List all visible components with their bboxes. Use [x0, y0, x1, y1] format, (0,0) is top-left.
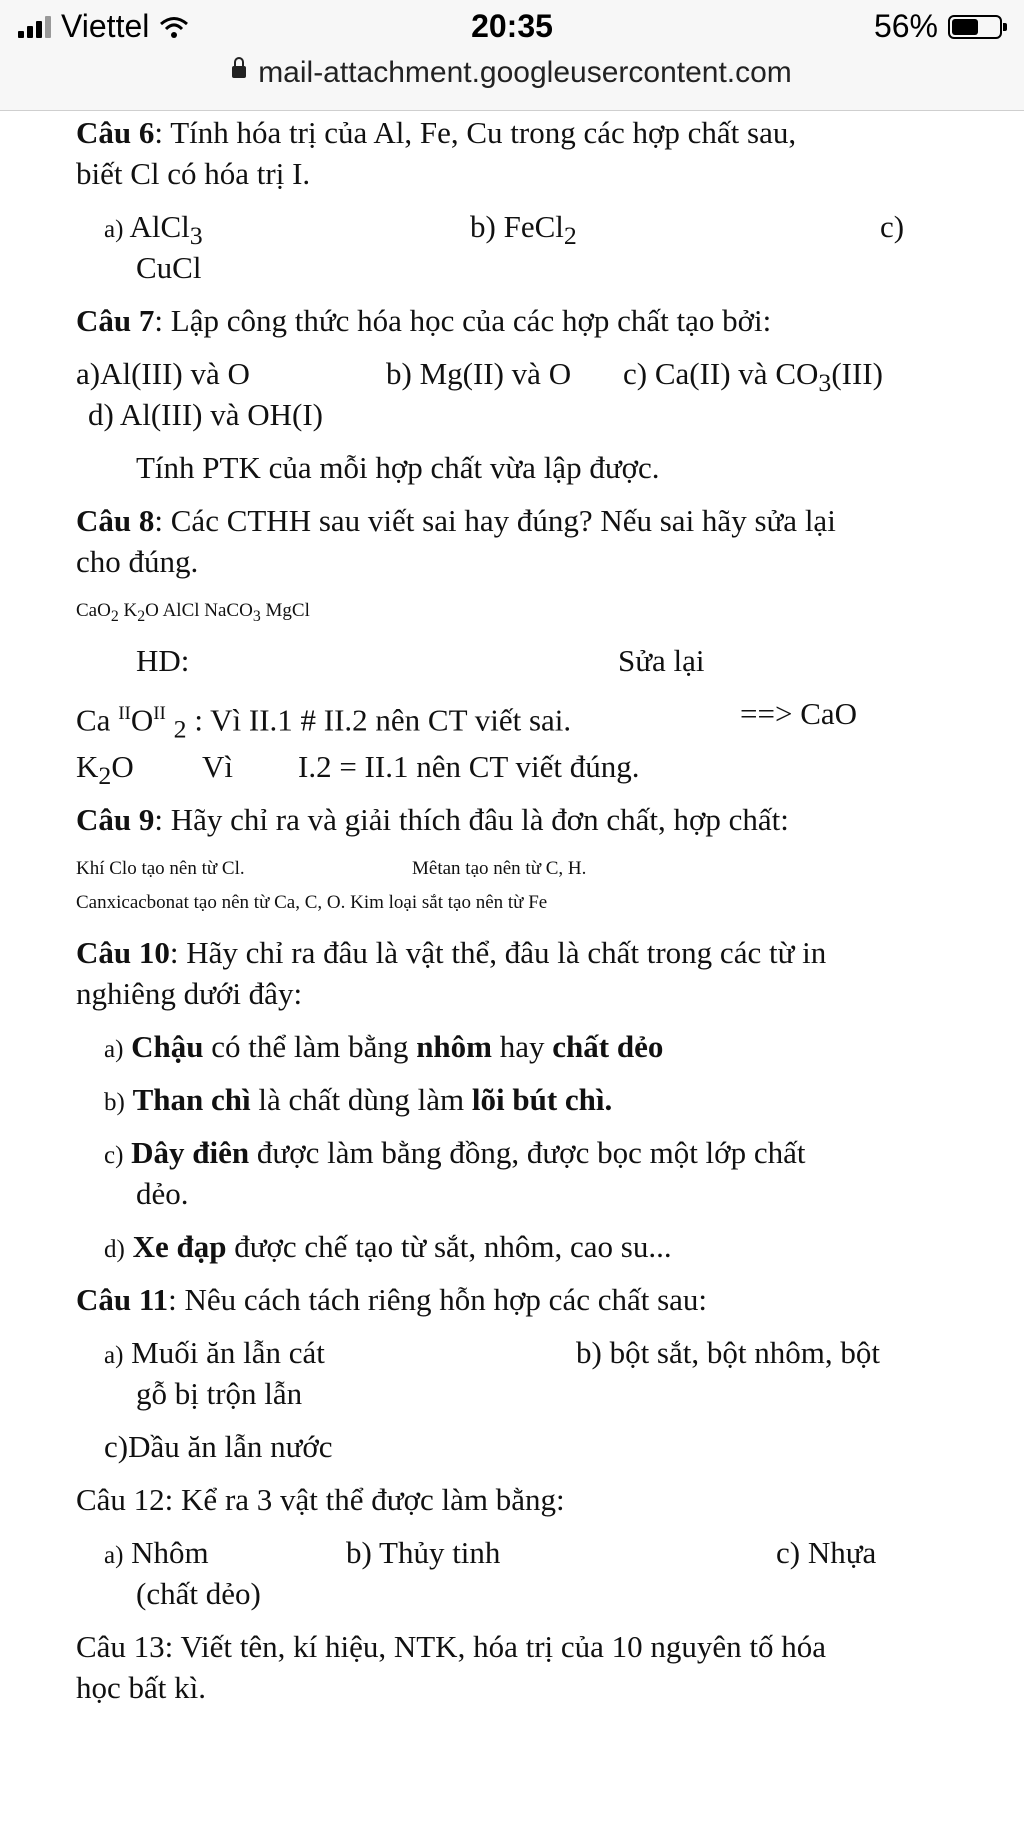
q8-text: : Các CTHH sau viết sai hay đúng? Nếu sai hãy sửa lại	[154, 503, 836, 538]
q9-s2: Mêtan tạo nên từ C, H.	[412, 858, 587, 879]
q11-line	[76, 1279, 956, 1320]
q8-f2-sub: 2	[137, 607, 146, 625]
document-content	[76, 112, 956, 1708]
q12-a-cont	[76, 1573, 956, 1614]
q10-a4: hay	[492, 1029, 553, 1064]
q6-c-text: CuCl	[136, 250, 202, 285]
q12-text: Câu 12: Kể ra 3 vật thể được làm bằng:	[76, 1482, 565, 1517]
lock-icon	[232, 66, 246, 78]
q6-line2	[76, 153, 956, 194]
q8-line2	[76, 541, 956, 582]
q12-line	[76, 1479, 956, 1520]
q10-b1: Than chì	[132, 1082, 251, 1117]
q8-r2-d: I.2 = II.1 nên CT viết đúng.	[298, 749, 640, 784]
url-text: mail-attachment.googleusercontent.com	[258, 56, 792, 89]
q8-f4: MgCl	[260, 600, 310, 621]
q10-a1: Chậu	[131, 1029, 204, 1064]
q11-b2: gỗ bị trộn lẫn	[136, 1376, 303, 1411]
q7-d-text: d) Al(III) và OH(I)	[88, 397, 323, 432]
q7-label: Câu 7	[76, 303, 155, 338]
battery-percent: 56%	[873, 8, 938, 44]
q10-text: : Hãy chỉ ra đâu là vật thể, đâu là chất trong các từ in	[169, 935, 827, 970]
q12-opts	[76, 1532, 956, 1573]
q8-f2: K	[118, 600, 138, 621]
q8-line	[76, 500, 956, 541]
q10-c	[76, 1132, 956, 1173]
q8-r2-a: K	[76, 749, 99, 784]
q11-ab	[76, 1332, 956, 1373]
q8-r1-sub: 2	[173, 714, 187, 744]
q8-hd-text: HD:	[136, 643, 190, 678]
q13-line2	[76, 1667, 956, 1708]
q10-d	[76, 1226, 956, 1267]
q10-b	[76, 1079, 956, 1120]
q7-options	[76, 353, 956, 398]
q10-c1: Dây điên	[131, 1135, 250, 1170]
q7-c-sub: 3	[818, 368, 832, 398]
q11-c	[76, 1426, 956, 1467]
q8-f3: O AlCl NaCO	[145, 600, 253, 621]
q11-a: Muối ăn lẫn cát	[131, 1335, 325, 1370]
q6-a: AlCl	[129, 209, 190, 244]
q10-c2: được làm bằng đồng, được bọc một lớp chất	[249, 1135, 806, 1170]
q8-formulas	[76, 594, 956, 628]
q6-b: FeCl	[503, 209, 564, 244]
q10-a5: chất dẻo	[552, 1029, 664, 1064]
q7-extra-text: Tính PTK của mỗi hợp chất vừa lập được.	[136, 450, 660, 485]
q9-s3-text: Canxicacbonat tạo nên từ Ca, C, O. Kim loại sắt tạo nên từ Fe	[76, 892, 548, 913]
q11-a-opt: a)	[104, 1342, 124, 1369]
q6-opt-c: c)	[880, 209, 905, 244]
q7-extra	[76, 447, 956, 488]
q6-b-sub: 2	[563, 221, 577, 251]
q8-r1-sup2: II	[153, 703, 166, 724]
q10-b-opt: b)	[104, 1089, 125, 1116]
q7-b: b) Mg(II) và O	[386, 356, 572, 391]
q8-r1-sup1: II	[118, 703, 131, 724]
q8-label: Câu 8	[76, 503, 155, 538]
q9-label: Câu 9	[76, 802, 155, 837]
q6-text: : Tính hóa trị của Al, Fe, Cu trong các hợp chất sau,	[154, 115, 797, 150]
q8-row2	[76, 746, 956, 791]
q8-r1-c: : Vì II.1 # II.2 nên CT viết sai.	[186, 702, 572, 738]
q9-s1-text: Khí Clo tạo nên từ Cl.	[76, 858, 245, 879]
battery-icon	[948, 15, 1002, 39]
clock: 20:35	[471, 8, 553, 44]
q11-b-cont	[76, 1373, 956, 1414]
q13-text2: học bất kì.	[76, 1670, 206, 1705]
q10-text2: nghiêng dưới đây:	[76, 976, 303, 1011]
q6-label: Câu 6	[76, 115, 155, 150]
q6-opt-a: a)	[104, 216, 124, 243]
q9-s1	[76, 852, 956, 886]
q10-d1: Xe đạp	[132, 1229, 227, 1264]
q6-text2: biết Cl có hóa trị I.	[76, 156, 311, 191]
q7-a: a)Al(III) và O	[76, 356, 250, 391]
q10-line2	[76, 973, 956, 1014]
q8-r2-sub: 2	[98, 761, 112, 791]
q8-f3-sub: 3	[252, 607, 261, 625]
q12-a-opt: a)	[104, 1542, 124, 1569]
q7-line	[76, 300, 956, 341]
q8-r1-d: ==> CaO	[740, 696, 858, 731]
q10-b2: là chất dùng làm	[250, 1082, 472, 1117]
q10-d-opt: d)	[104, 1236, 125, 1263]
q10-b3: lõi bút chì.	[471, 1082, 613, 1117]
q12-a: Nhôm	[131, 1535, 209, 1570]
q8-f1: CaO	[76, 600, 111, 621]
q10-line	[76, 932, 956, 973]
q10-d2: được chế tạo từ sắt, nhôm, cao su...	[226, 1229, 672, 1264]
q10-a2: có thể làm bằng	[203, 1029, 417, 1064]
q9-s3	[76, 886, 956, 920]
q9-text: : Hãy chỉ ra và giải thích đâu là đơn chất, hợp chất:	[154, 802, 789, 837]
q12-a2: (chất dẻo)	[136, 1576, 261, 1611]
q6-line	[76, 112, 956, 153]
q11-b: b) bột sắt, bột nhôm, bột	[576, 1335, 880, 1370]
address-bar[interactable]	[0, 56, 1024, 90]
q10-label: Câu 10	[76, 935, 170, 970]
q8-text2: cho đúng.	[76, 544, 199, 579]
q6-options	[76, 206, 956, 251]
q12-b: b) Thủy tinh	[346, 1535, 501, 1570]
status-bar	[0, 0, 1024, 111]
q8-row1	[76, 693, 956, 744]
q8-r2-b: O	[111, 749, 134, 784]
q6-opt-b: b)	[470, 209, 496, 244]
q11-text: : Nêu cách tách riêng hỗn hợp các chất sau:	[168, 1282, 708, 1317]
q6-c	[76, 247, 956, 288]
q11-label: Câu 11	[76, 1282, 169, 1317]
q7-c2: (III)	[831, 356, 883, 391]
battery	[874, 8, 1002, 45]
q8-hd	[76, 640, 956, 681]
q7-d	[76, 394, 956, 435]
q8-r1-b: O	[130, 702, 154, 738]
q8-fix: Sửa lại	[618, 643, 705, 678]
q7-text: : Lập công thức hóa học của các hợp chất tạo bởi:	[154, 303, 772, 338]
q8-f1-sub: 2	[110, 607, 119, 625]
q13-text: Câu 13: Viết tên, kí hiệu, NTK, hóa trị của 10 nguyên tố hóa	[76, 1629, 827, 1664]
q13-line	[76, 1626, 956, 1667]
q11-c-text: c)Dầu ăn lẫn nước	[104, 1429, 333, 1464]
q10-a3: nhôm	[416, 1029, 492, 1064]
q10-c-cont	[76, 1173, 956, 1214]
q10-a	[76, 1026, 956, 1067]
q10-a-opt: a)	[104, 1036, 124, 1063]
q7-c: c) Ca(II) và CO	[623, 356, 819, 391]
q9-line	[76, 799, 956, 840]
q12-c: c) Nhựa	[776, 1535, 877, 1570]
q6-a-sub: 3	[189, 221, 203, 251]
q8-r1-a: Ca	[76, 702, 111, 738]
q10-c-opt: c)	[104, 1142, 124, 1169]
q8-r2-c: Vì	[202, 749, 233, 784]
q10-c3: dẻo.	[136, 1176, 189, 1211]
carrier-name: Viettel	[61, 8, 150, 44]
